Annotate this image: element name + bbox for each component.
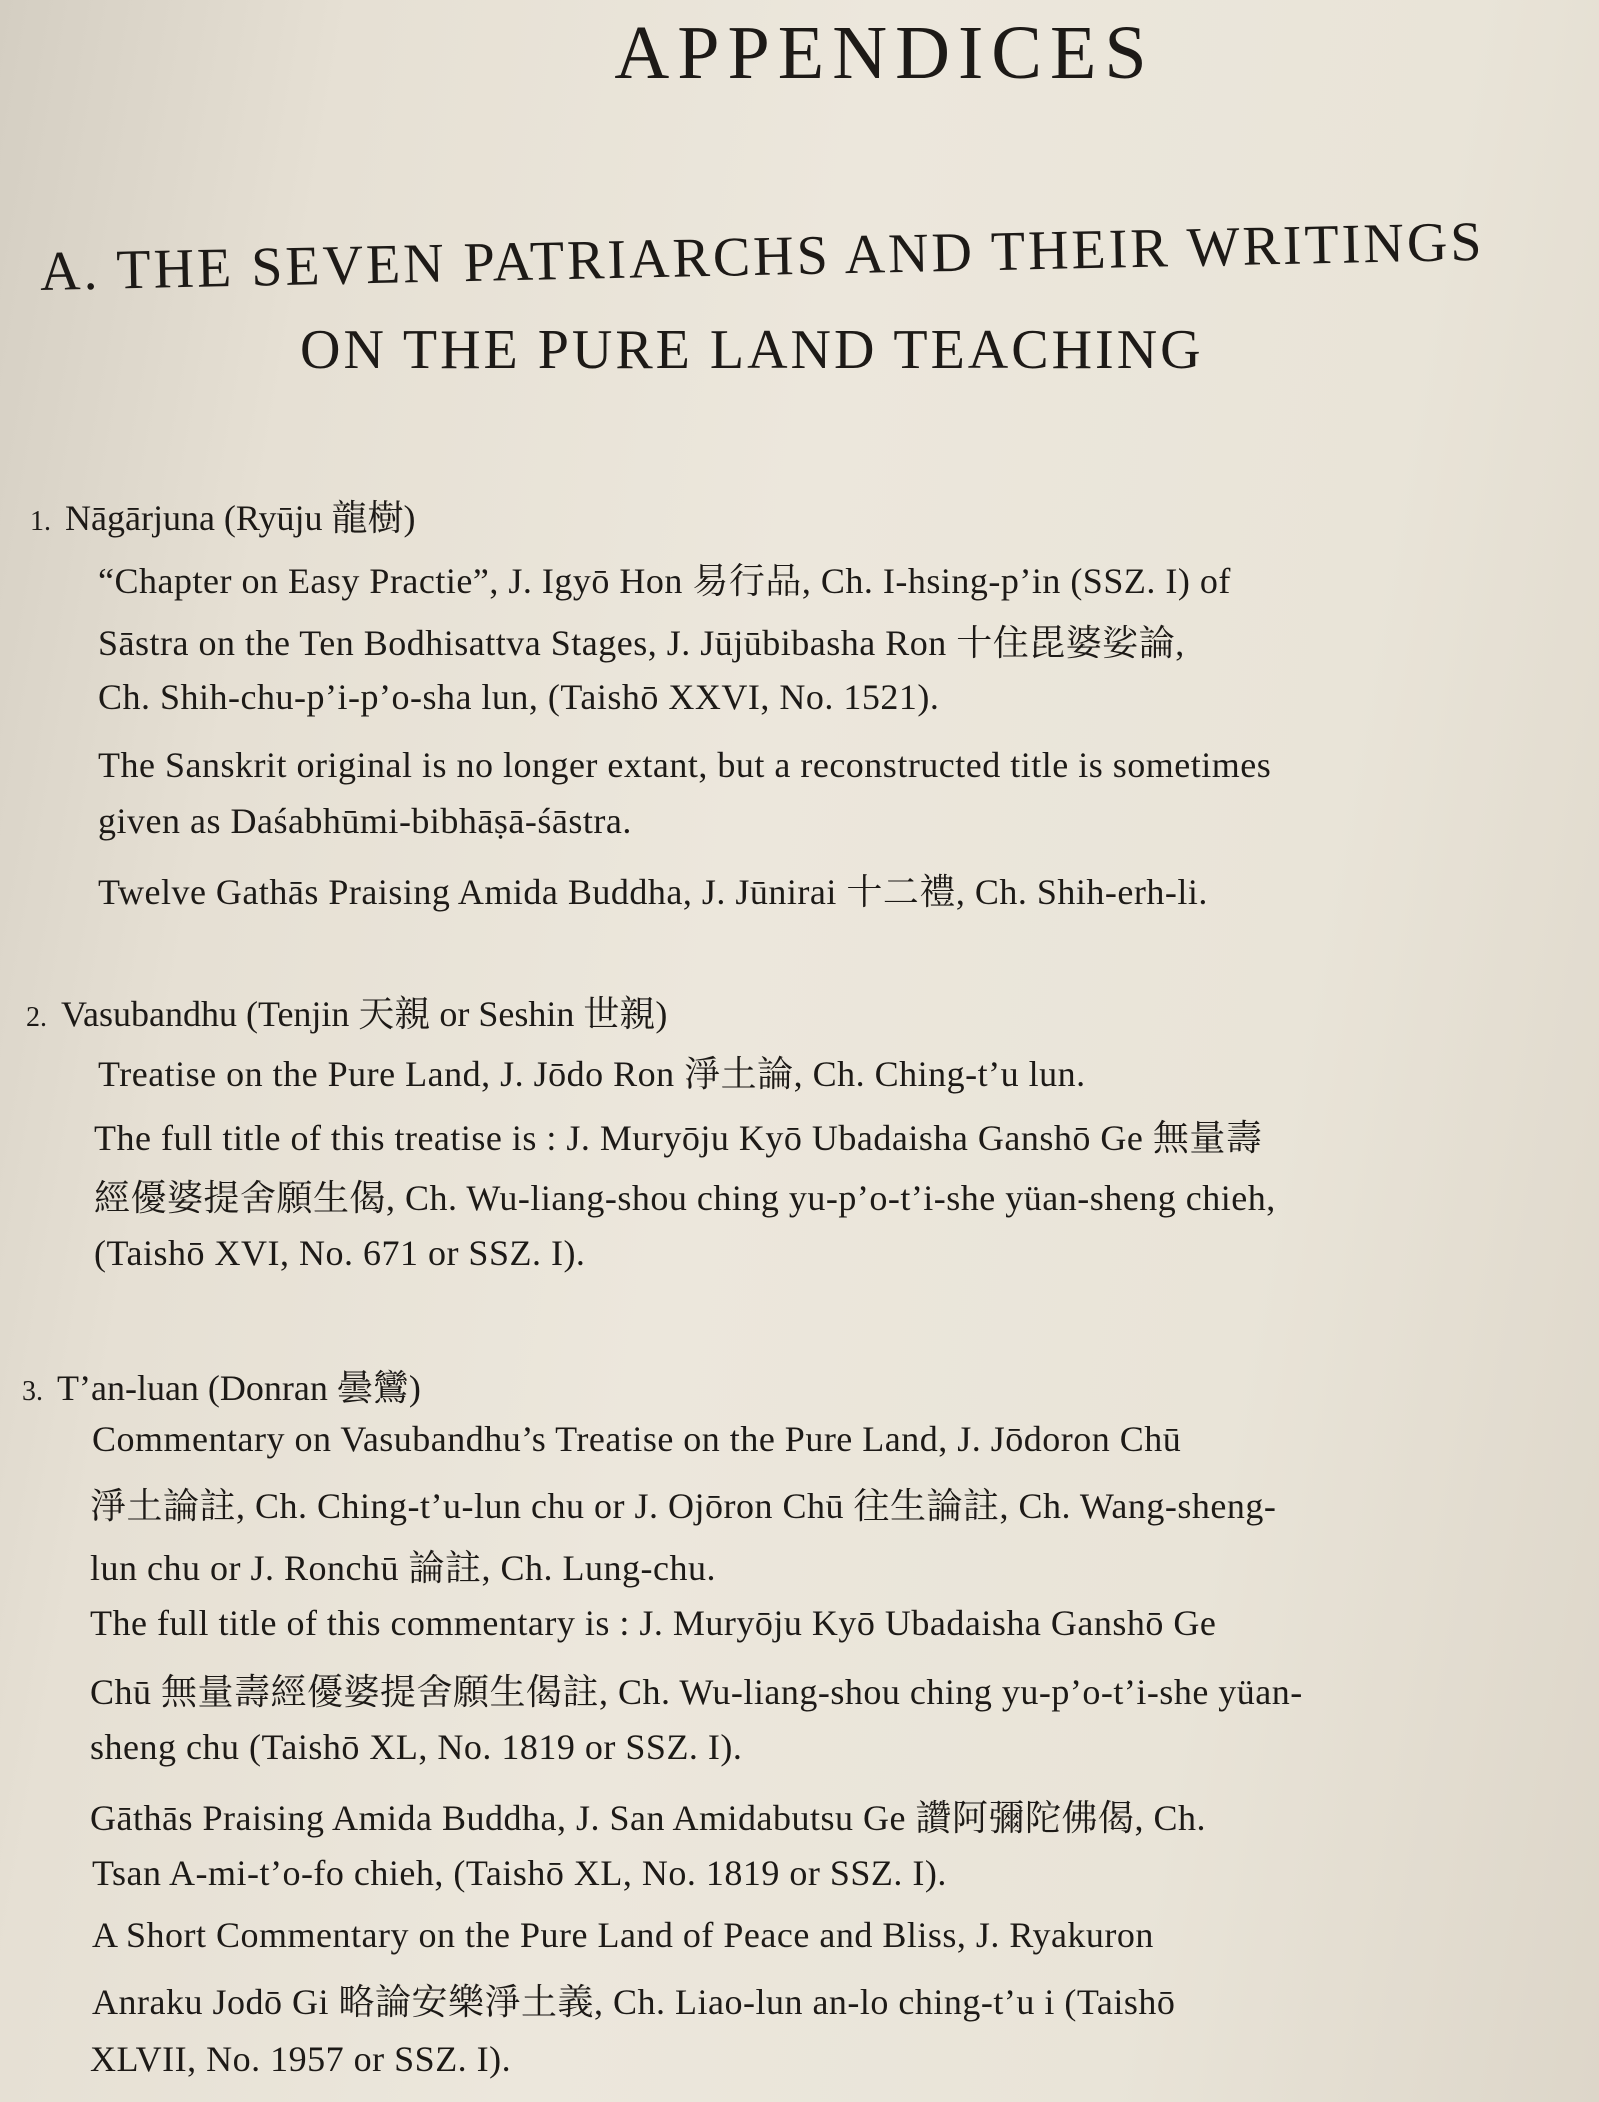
entry-heading-3: [22, 1360, 421, 1411]
entry-line: sheng chu (Taishō XL, No. 1819 or SSZ. I).: [90, 1727, 743, 1767]
entry-line: Chū 無量壽經優婆提舍願生偈註, Ch. Wu-liang-shou ching yu-p’o-t’i-she yüan-: [90, 1672, 1303, 1712]
entry-number: 2.: [26, 1002, 47, 1033]
entry-line: 淨土論註, Ch. Ching-t’u-lun chu or J. Ojōron Chū 往生論註, Ch. Wang-sheng-: [90, 1486, 1277, 1526]
entry-line: A Short Commentary on the Pure Land of Peace and Bliss, J. Ryakuron: [92, 1915, 1154, 1955]
entry-line: Commentary on Vasubandhu’s Treatise on the Pure Land, J. Jōdoron Chū: [92, 1419, 1182, 1459]
entry-heading-2: [26, 986, 667, 1037]
entry-author: Nāgārjuna (Ryūju 龍樹): [65, 498, 416, 538]
entry-line: Ch. Shih-chu-p’i-p’o-sha lun, (Taishō XXVI, No. 1521).: [98, 677, 940, 717]
entry-heading-1: [30, 490, 415, 541]
section-title-line-2: ON THE PURE LAND TEACHING: [300, 319, 1204, 381]
entry-line: Treatise on the Pure Land, J. Jōdo Ron 淨土論, Ch. Ching-t’u lun.: [98, 1054, 1086, 1094]
entry-line: Twelve Gathās Praising Amida Buddha, J. Jūnirai 十二禮, Ch. Shih-erh-li.: [98, 872, 1208, 912]
entry-line: Anraku Jodō Gi 略論安樂淨土義, Ch. Liao-lun an-lo ching-t’u i (Taishō: [92, 1982, 1176, 2022]
entry-line: given as Daśabhūmi-bibhāṣā-śāstra.: [98, 801, 632, 841]
entry-line: (Taishō XVI, No. 671 or SSZ. I).: [94, 1233, 586, 1273]
entry-author: Vasubandhu (Tenjin 天親 or Seshin 世親): [61, 994, 668, 1034]
entry-line: The full title of this treatise is : J. Muryōju Kyō Ubadaisha Ganshō Ge 無量壽: [94, 1118, 1263, 1158]
entry-line: 經優婆提舍願生偈, Ch. Wu-liang-shou ching yu-p’o-t’i-she yüan-sheng chieh,: [94, 1178, 1276, 1218]
entry-line: The Sanskrit original is no longer extant, but a reconstructed title is sometimes: [98, 745, 1272, 785]
page-title: APPENDICES: [614, 11, 1155, 95]
section-title-line-1: A. THE SEVEN PATRIARCHS AND THEIR WRITINGS: [39, 210, 1486, 303]
entry-line: Sāstra on the Ten Bodhisattva Stages, J. Jūjūbibasha Ron 十住毘婆娑論,: [98, 623, 1185, 663]
entry-line: Gāthās Praising Amida Buddha, J. San Amidabutsu Ge 讚阿彌陀佛偈, Ch.: [90, 1798, 1206, 1838]
entry-line: The full title of this commentary is : J. Muryōju Kyō Ubadaisha Ganshō Ge: [90, 1603, 1217, 1643]
entry-line: “Chapter on Easy Practie”, J. Igyō Hon 易行品, Ch. I-hsing-p’in (SSZ. I) of: [98, 561, 1231, 601]
entry-author: T’an-luan (Donran 曇鸞): [57, 1368, 421, 1408]
entry-line: lun chu or J. Ronchū 論註, Ch. Lung-chu.: [90, 1548, 716, 1588]
entry-line: Tsan A-mi-t’o-fo chieh, (Taishō XL, No. 1819 or SSZ. I).: [92, 1853, 947, 1893]
entry-line: XLVII, No. 1957 or SSZ. I).: [90, 2039, 512, 2079]
entry-number: 1.: [30, 506, 51, 537]
entry-number: 3.: [22, 1376, 43, 1407]
